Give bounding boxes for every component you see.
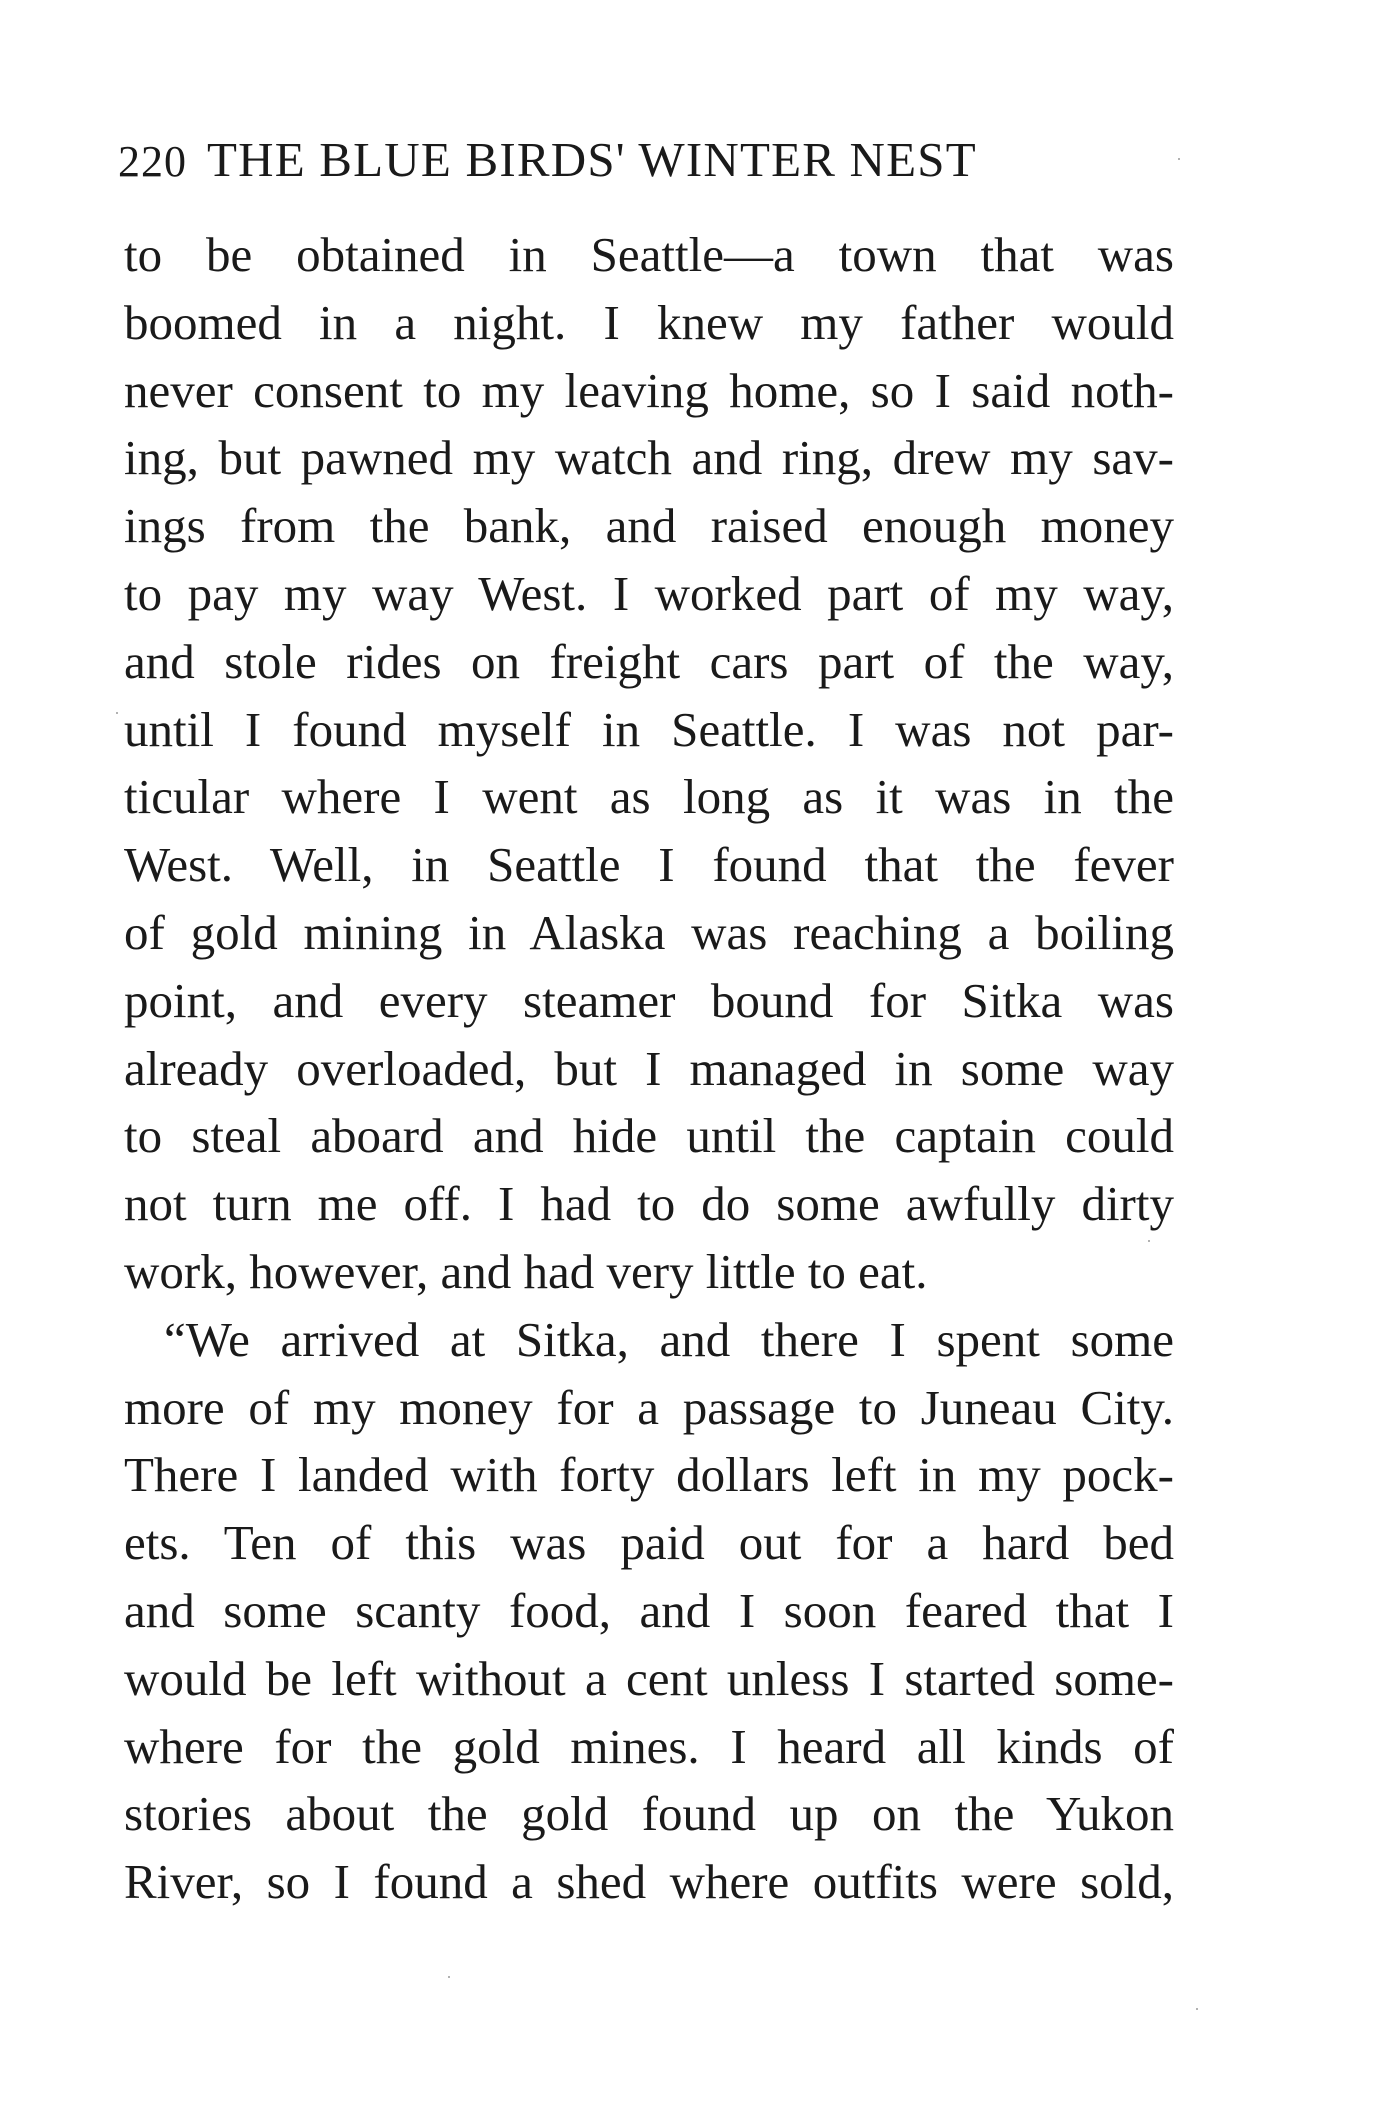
scan-speck <box>1148 1240 1150 1242</box>
body-text <box>124 221 1174 1916</box>
text-line: would be left without a cent unless I started some- <box>124 1650 1174 1706</box>
text-line: work, however, and had very little to eat. <box>124 1243 928 1299</box>
scan-speck <box>116 712 118 714</box>
text-line: already overloaded, but I managed in some way <box>124 1040 1174 1096</box>
text-line: to steal aboard and hide until the captain could <box>124 1108 1174 1164</box>
text-line: until I found myself in Seattle. I was not par- <box>124 701 1174 757</box>
running-head <box>118 130 1173 190</box>
text-line: to pay my way West. I worked part of my way, <box>124 565 1174 621</box>
text-line: never consent to my leaving home, so I said noth- <box>124 362 1174 418</box>
text-line: more of my money for a passage to Juneau City. <box>124 1379 1174 1435</box>
text-line: River, so I found a shed where outfits were sold, <box>124 1854 1174 1910</box>
running-title: THE BLUE BIRDS' WINTER NEST <box>207 132 977 187</box>
text-line: “We arrived at Sitka, and there I spent some <box>164 1311 1174 1367</box>
text-line: ings from the bank, and raised enough money <box>124 498 1174 554</box>
text-line: point, and every steamer bound for Sitka was <box>124 972 1174 1028</box>
text-line: where for the gold mines. I heard all kinds of <box>124 1718 1174 1774</box>
text-line: ets. Ten of this was paid out for a hard bed <box>124 1515 1174 1571</box>
text-line: ticular where I went as long as it was in the <box>124 769 1174 825</box>
text-line: to be obtained in Seattle—a town that was <box>124 227 1174 282</box>
scan-speck <box>1178 158 1180 160</box>
text-line: and some scanty food, and I soon feared that I <box>124 1582 1174 1638</box>
text-line: and stole rides on freight cars part of the way, <box>124 633 1174 689</box>
text-line: stories about the gold found up on the Yukon <box>124 1786 1174 1842</box>
text-line: West. Well, in Seattle I found that the fever <box>124 837 1174 893</box>
text-line: of gold mining in Alaska was reaching a boiling <box>124 904 1174 960</box>
scan-speck <box>1196 2008 1198 2010</box>
text-line: not turn me off. I had to do some awfully dirty <box>124 1176 1174 1232</box>
text-line: ing, but pawned my watch and ring, drew my sav- <box>124 430 1174 486</box>
text-line: There I landed with forty dollars left in my pock- <box>124 1447 1174 1503</box>
text-line: boomed in a night. I knew my father would <box>124 294 1174 350</box>
scan-speck <box>448 1976 450 1978</box>
page-number: 220 <box>118 137 187 186</box>
